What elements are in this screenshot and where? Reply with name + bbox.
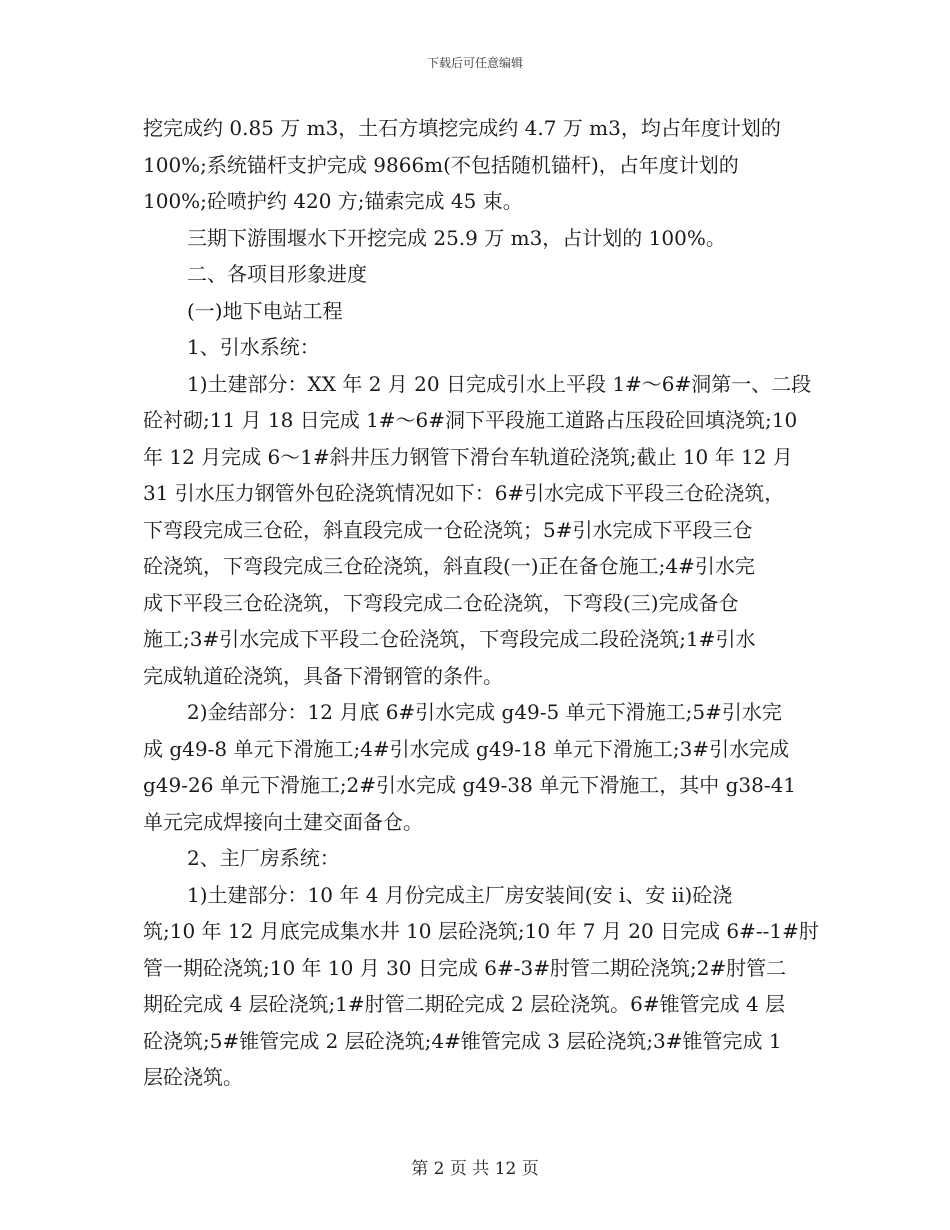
- section-heading: 二、各项目形象进度: [187, 262, 367, 286]
- text-line-20: 单元完成焊接向土建交面备仓。: [143, 809, 423, 834]
- text-line-11: 31 引水压力钢管外包砼浇筑情况如下：6#引水完成下平段三仓砼浇筑，: [143, 481, 785, 505]
- text-line-22: 1)土建部分：10 年 4 月份完成主厂房安装间(安 i、安 ii)砼浇: [187, 882, 733, 907]
- document-body: [143, 110, 819, 1096]
- text-line-3: 100%;砼喷护约 420 方;锚索完成 45 束。: [143, 189, 523, 213]
- text-line-9: 砼衬砌;11 月 18 日完成 1#～6#洞下平段施工道路占压段砼回填浇筑;10: [143, 408, 798, 432]
- item-heading-powerhouse: 2、主厂房系统：: [187, 846, 340, 870]
- text-line-8: 1)土建部分：XX 年 2 月 20 日完成引水上平段 1#～6#洞第一、二段: [187, 371, 812, 396]
- text-line-17: 2)金结部分：12 月底 6#引水完成 g49-5 单元下滑施工;5#引水完: [187, 700, 782, 724]
- text-line-10: 年 12 月完成 6～1#斜井压力钢管下滑台车轨道砼浇筑;截止 10 年 12 月: [143, 444, 793, 469]
- page-header: 下载后可任意编辑: [426, 56, 523, 70]
- text-line-18: 成 g49-8 单元下滑施工;4#引水完成 g49-18 单元下滑施工;3#引水完成: [143, 736, 790, 761]
- text-line-14: 成下平段三仓砼浇筑，下弯段完成二仓砼浇筑，下弯段(三)完成备仓: [143, 590, 739, 615]
- text-line-24: 管一期砼浇筑;10 年 10 月 30 日完成 6#-3#肘管二期砼浇筑;2#肘管二: [143, 955, 787, 980]
- text-line-12: 下弯段完成三仓砼，斜直段完成一仓砼浇筑；5#引水完成下平段三仓: [143, 517, 753, 542]
- text-line-27: 层砼浇筑。: [143, 1065, 243, 1089]
- text-line-4: 三期下游围堰水下开挖完成 25.9 万 m3，占计划的 100%。: [187, 225, 726, 250]
- text-line-2: 100%;系统锚杆支护完成 9866m(不包括随机锚杆)，占年度计划的: [143, 152, 739, 177]
- page-number-footer: 第 2 页 共 12 页: [411, 1159, 539, 1179]
- text-line-16: 完成轨道砼浇筑，具备下滑钢管的条件。: [143, 663, 503, 688]
- text-line-19: g49-26 单元下滑施工;2#引水完成 g49-38 单元下滑施工，其中 g38-41: [143, 773, 797, 797]
- text-line-26: 砼浇筑;5#锥管完成 2 层砼浇筑;4#锥管完成 3 层砼浇筑;3#锥管完成 1: [143, 1028, 782, 1053]
- text-line-13: 砼浇筑，下弯段完成三仓砼浇筑，斜直段(一)正在备仓施工;4#引水完: [143, 554, 755, 578]
- text-line-23: 筑;10 年 12 月底完成集水井 10 层砼浇筑;10 年 7 月 20 日完成 6#--1#肘: [143, 919, 819, 943]
- subsection-heading: (一)地下电站工程: [187, 298, 343, 323]
- text-line-15: 施工;3#引水完成下平段二仓砼浇筑，下弯段完成二段砼浇筑;1#引水: [143, 627, 756, 651]
- text-line-25: 期砼完成 4 层砼浇筑;1#肘管二期砼完成 2 层砼浇筑。6#锥管完成 4 层: [143, 992, 786, 1016]
- text-line-1: 挖完成约 0.85 万 m3，土石方填挖完成约 4.7 万 m3，均占年度计划的: [143, 116, 781, 140]
- item-heading-water-diversion: 1、引水系统：: [187, 335, 320, 359]
